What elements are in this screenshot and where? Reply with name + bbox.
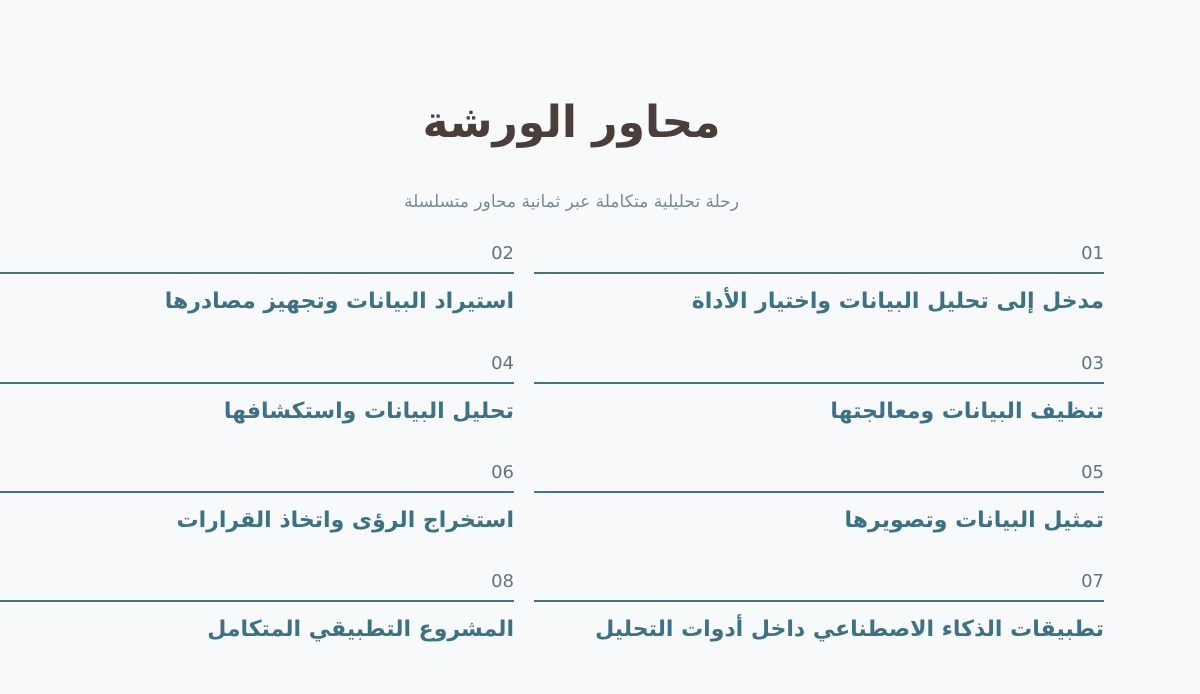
topic-item bbox=[0, 240, 514, 340]
topic-divider bbox=[534, 272, 1104, 274]
topic-label: المشروع التطبيقي المتكامل bbox=[207, 617, 514, 642]
topics-grid bbox=[0, 240, 1152, 660]
page-subtitle: رحلة تحليلية متكاملة عبر ثمانية محاور متسلسلة bbox=[404, 192, 739, 212]
page-title: محاور الورشة bbox=[422, 97, 721, 148]
topic-item bbox=[534, 350, 1104, 450]
topic-label: استيراد البيانات وتجهيز مصادرها bbox=[164, 289, 514, 314]
topic-number: 04 bbox=[491, 353, 514, 374]
topic-number: 06 bbox=[491, 462, 514, 483]
topic-item bbox=[0, 568, 514, 668]
topic-label: مدخل إلى تحليل البيانات واختيار الأداة bbox=[691, 289, 1104, 314]
topic-item bbox=[534, 240, 1104, 340]
topic-number: 05 bbox=[1081, 462, 1104, 483]
topic-divider bbox=[534, 382, 1104, 384]
topic-label: تحليل البيانات واستكشافها bbox=[223, 399, 514, 424]
topic-number: 08 bbox=[491, 571, 514, 592]
topic-label: استخراج الرؤى واتخاذ القرارات bbox=[176, 508, 514, 533]
topic-label: تطبيقات الذكاء الاصطناعي داخل أدوات التحليل bbox=[595, 617, 1104, 642]
topic-label: تمثيل البيانات وتصويرها bbox=[844, 508, 1104, 533]
topic-item bbox=[534, 568, 1104, 668]
topic-number: 02 bbox=[491, 243, 514, 264]
topic-item bbox=[0, 350, 514, 450]
topic-label: تنظيف البيانات ومعالجتها bbox=[830, 399, 1104, 424]
topic-divider bbox=[0, 600, 514, 602]
topic-item bbox=[534, 459, 1104, 559]
topic-divider bbox=[534, 600, 1104, 602]
topic-number: 01 bbox=[1081, 243, 1104, 264]
topic-divider bbox=[0, 491, 514, 493]
topic-divider bbox=[0, 272, 514, 274]
topic-item bbox=[0, 459, 514, 559]
topic-divider bbox=[534, 491, 1104, 493]
topic-number: 07 bbox=[1081, 571, 1104, 592]
topic-divider bbox=[0, 382, 514, 384]
topic-number: 03 bbox=[1081, 353, 1104, 374]
